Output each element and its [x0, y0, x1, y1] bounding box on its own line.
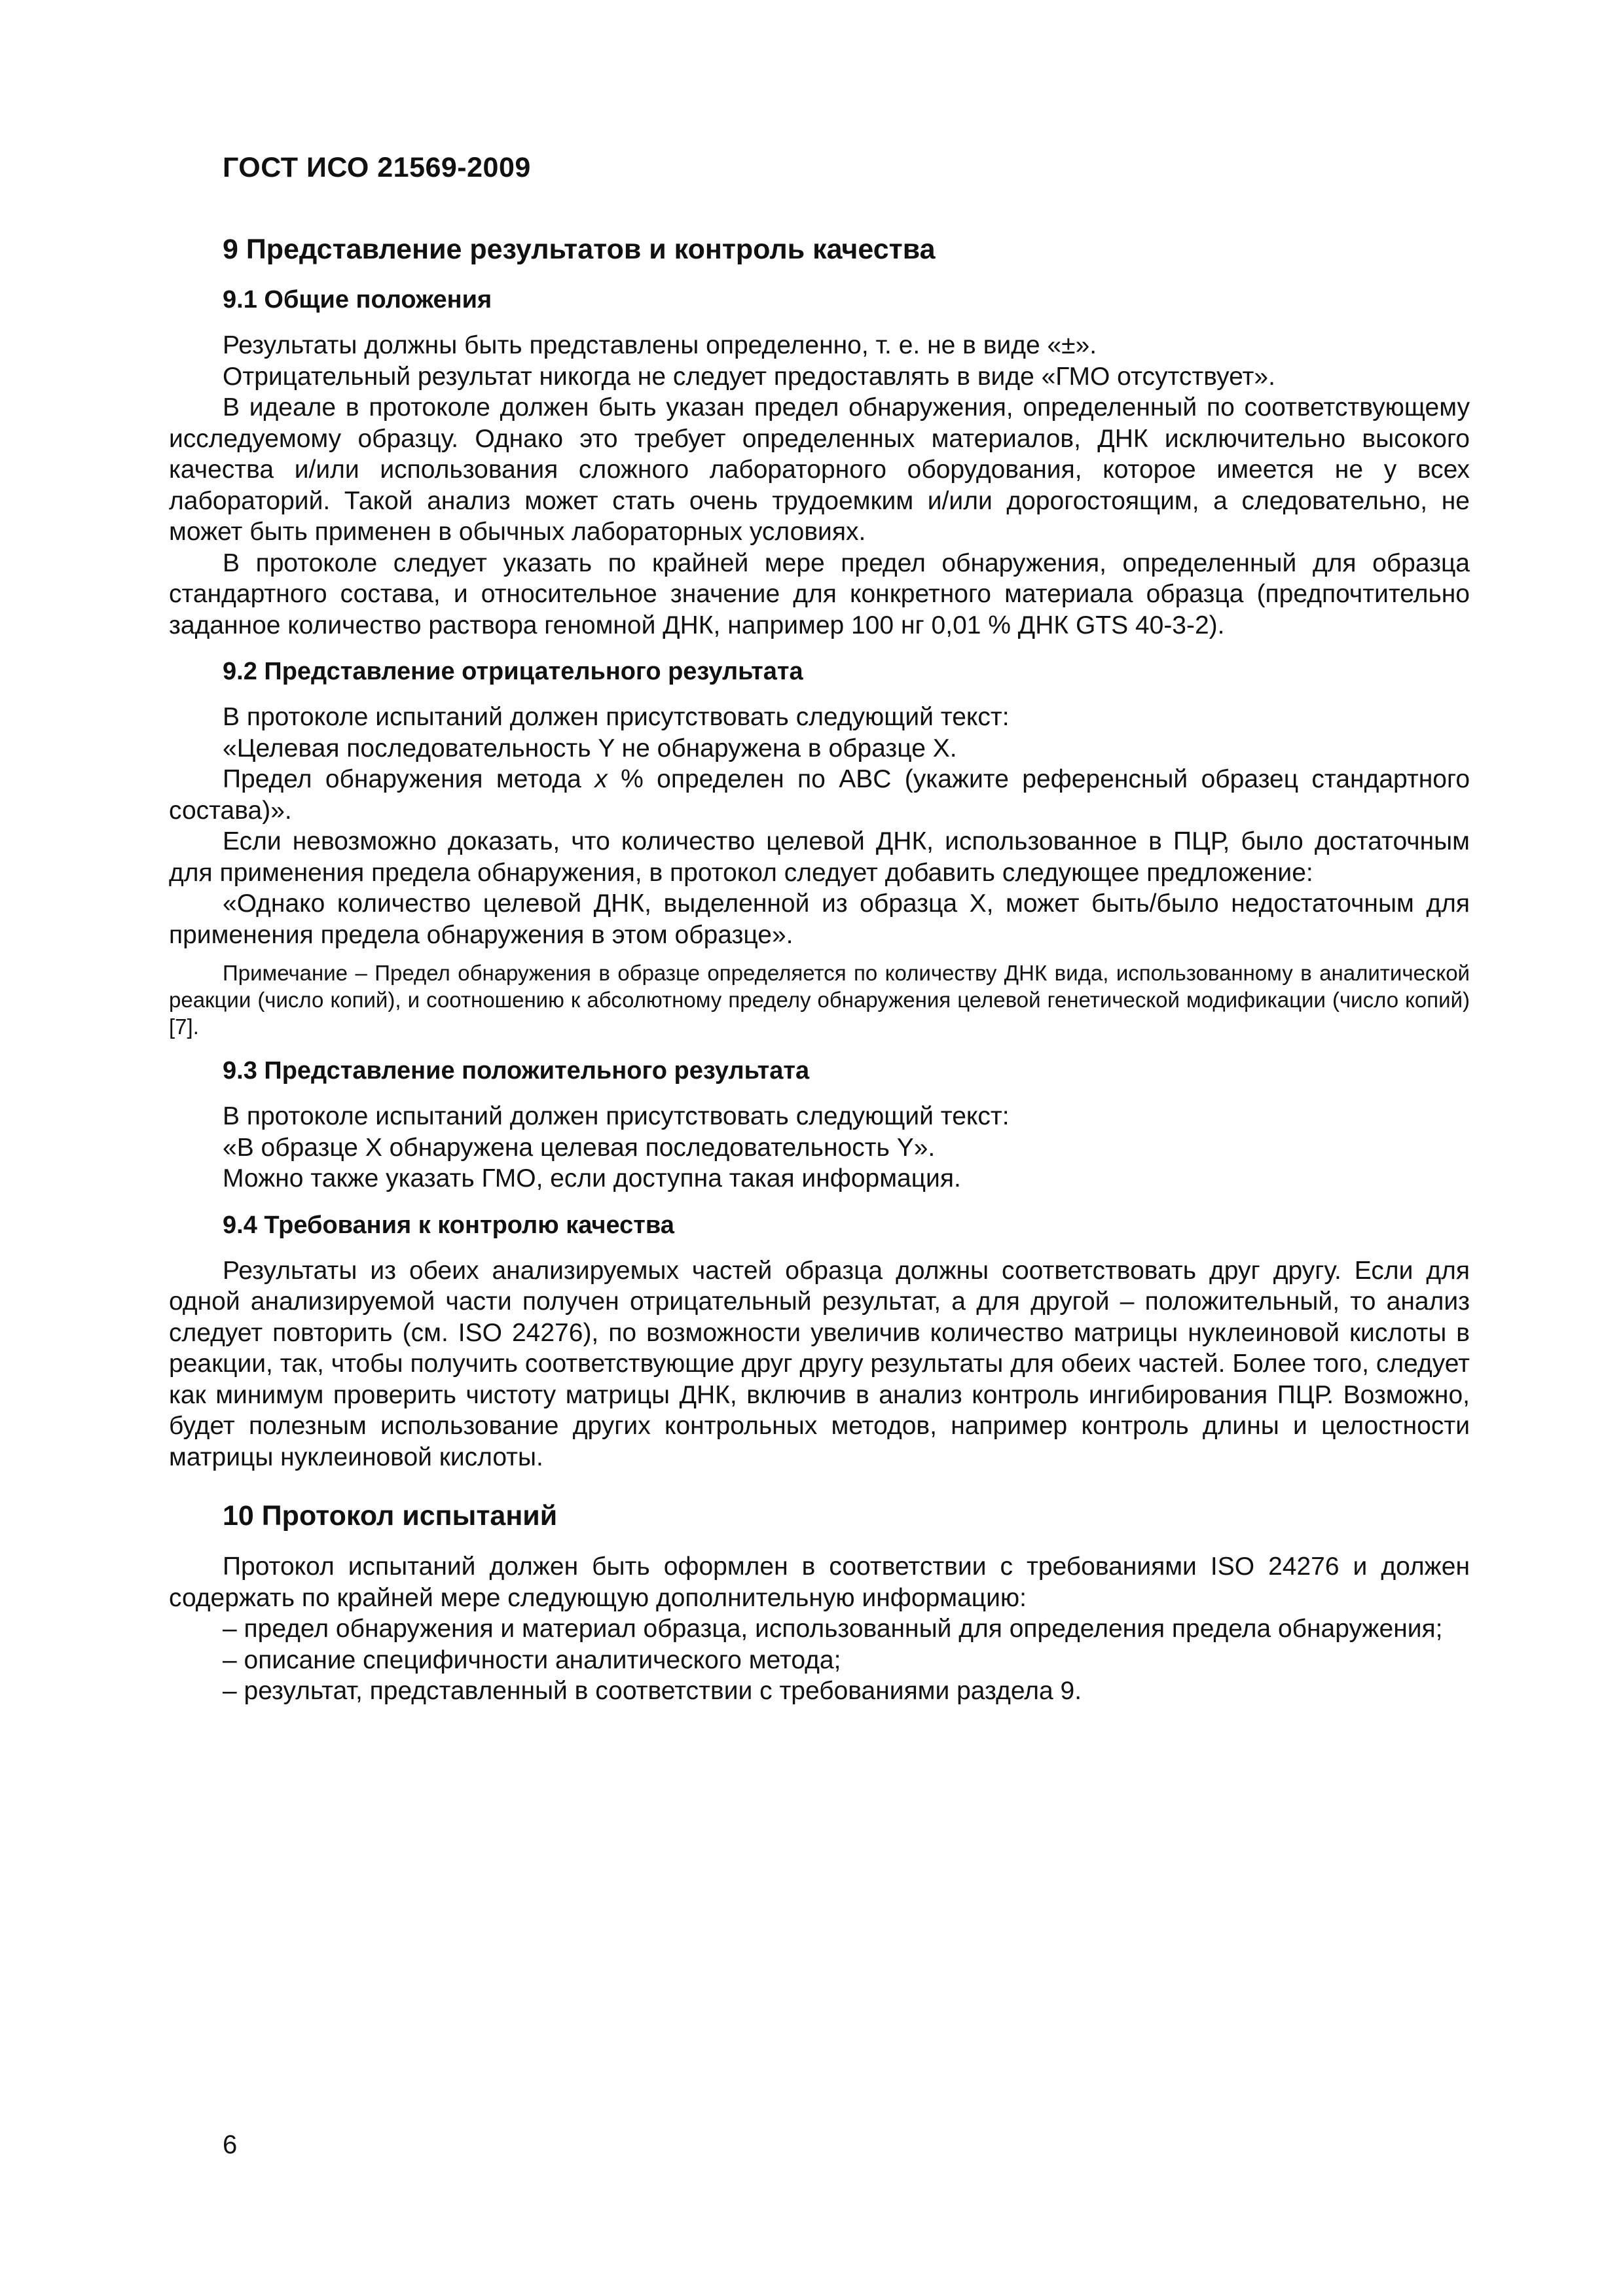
section-10-title: 10 Протокол испытаний — [223, 1500, 558, 1532]
paragraph: В протоколе испытаний должен присутствовать следующий текст: — [223, 1102, 1010, 1130]
subsection-9-3-title: 9.3 Представление положительного результата — [223, 1057, 810, 1085]
subsection-9-3 — [169, 1056, 1470, 1194]
list-item: – описание специфичности аналитического метода; — [223, 1645, 841, 1674]
list-item: – предел обнаружения и материал образца, использованный для определения предела обнаружения; — [223, 1615, 1443, 1643]
section-10-body — [169, 1551, 1470, 1707]
page-number: 6 — [223, 2130, 238, 2159]
subsection-9-2-title: 9.2 Представление отрицательного результата — [223, 658, 803, 685]
document-body — [169, 232, 1470, 1723]
note: Примечание – Предел обнаружения в образце определяется по количеству ДНК вида, использованному в аналитической реакции (число копий), и соотношению к абсолютному пределу обнаружения целевой генетической модификации (число копий) [7]. — [169, 961, 1470, 1039]
paragraph: «Однако количество целевой ДНК, выделенной из образца X, может быть/было недостаточным для применения предела обнаружения в этом образце». — [169, 889, 1470, 949]
paragraph: Если невозможно доказать, что количество целевой ДНК, использованное в ПЦР, было достаточным для применения предела обнаружения, в протокол следует добавить следующее предложение: — [169, 827, 1470, 887]
paragraph — [169, 764, 1470, 826]
paragraph: В протоколе следует указать по крайней мере предел обнаружения, определенный для образца стандартного состава, и относительное значение для конкретного материала образца (предпочтительно заданное количество раствора геномной ДНК, например 100 нг 0,01 % ДНК GTS 40-3-2). — [169, 548, 1470, 639]
paragraph: Результаты должны быть представлены определенно, т. е. не в виде «±». — [223, 331, 1097, 359]
list-item: – результат, представленный в соответствии с требованиями раздела 9. — [223, 1677, 1082, 1705]
paragraph: Результаты из обеих анализируемых частей образца должны соответствовать друг другу. Если для одной анализируемой части получен отрицательный результат, а для другой – положительный, то анализ следует повторить (см. ISO 24276), по возможности увеличив количество матрицы нуклеиновой кислоты в реакции, так, чтобы получить соответствующие друг другу результаты для обеих частей. Более того, следует как минимум проверить чистоту матрицы ДНК, включив в анализ контроль ингибирования ПЦР. Возможно, будет полезным использование других контрольных методов, например контроль длины и целостности матрицы нуклеиновой кислоты. — [169, 1256, 1470, 1471]
text-run: % определен по ABC (укажите референсный образец стандартного состава)». — [169, 765, 1470, 825]
subsection-9-1 — [169, 285, 1470, 641]
paragraph: В протоколе испытаний должен присутствовать следующий текст: — [223, 703, 1010, 731]
paragraph: Протокол испытаний должен быть оформлен в соответствии с требованиями ISO 24276 и должен содержать по крайней мере следующую дополнительную информацию: — [169, 1552, 1470, 1612]
paragraph: «В образце X обнаружена целевая последовательность Y». — [223, 1133, 936, 1162]
variable-x: x — [594, 765, 608, 793]
paragraph: Можно также указать ГМО, если доступна такая информация. — [223, 1164, 961, 1193]
paragraph: В идеале в протоколе должен быть указан предел обнаружения, определенный по соответствующему исследуемому образцу. Однако это требует определенных материалов, ДНК исключительно высокого качества и/или использования сложного лабораторного оборудования, которое имеется не у всех лабораторий. Такой анализ может стать очень трудоемким и/или дорогостоящим, а следовательно, не может быть применен в обычных лабораторных условиях. — [169, 393, 1470, 546]
subsection-9-4 — [169, 1210, 1470, 1473]
subsection-9-4-title: 9.4 Требования к контролю качества — [223, 1211, 674, 1239]
paragraph: «Целевая последовательность Y не обнаружена в образце X. — [223, 734, 957, 762]
paragraph: Отрицательный результат никогда не следует предоставлять в виде «ГМО отсутствует». — [223, 362, 1275, 391]
section-9-title: 9 Представление результатов и контроль качества — [223, 234, 936, 265]
subsection-9-2 — [169, 656, 1470, 1040]
subsection-9-1-title: 9.1 Общие положения — [223, 286, 492, 314]
text-run: Предел обнаружения метода — [223, 765, 595, 793]
document-header: ГОСТ ИСО 21569-2009 — [223, 152, 531, 183]
